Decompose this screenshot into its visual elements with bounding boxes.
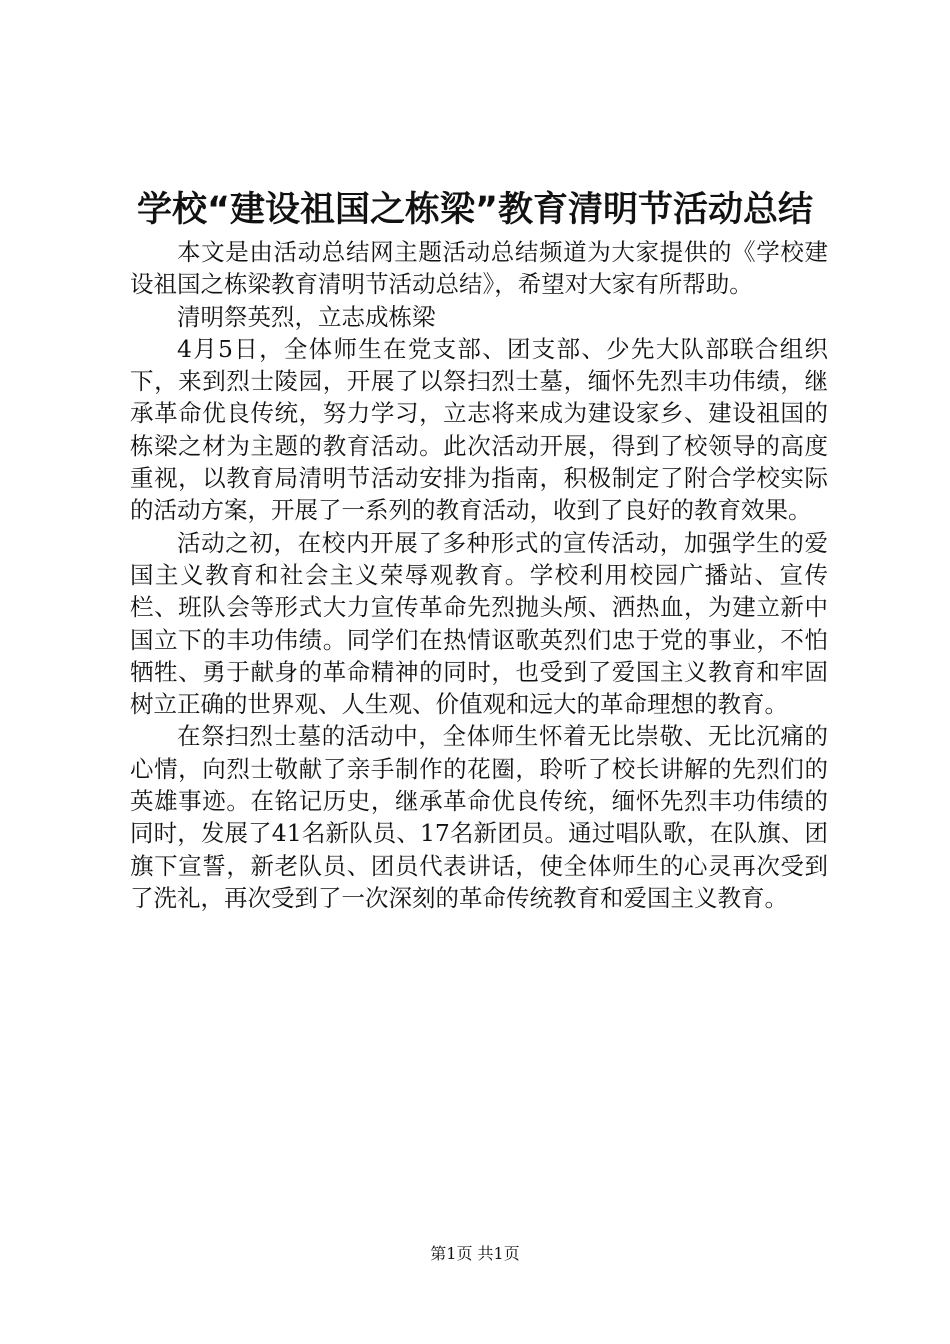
page-footer: 第1页 共1页 [430,1244,520,1263]
document-title: 学校“建设祖国之栋梁”教育清明节活动总结 [136,190,813,230]
paragraph-activity: 4月5日，全体师生在党支部、团支部、少先大队部联合组织下，来到烈士陵园，开展了以祭扫烈士墓，缅怀先烈丰功伟绩，继承革命优良传统，努力学习，立志将来成为建设家乡、建设祖国的栋梁之材为主题的教育活动。此次活动开展，得到了校领导的高度重视，以教育局清明节活动安排为指南，积极制定了附合学校实际的活动方案，开展了一系列的教育活动，收到了良好的教育效果。 [130,334,828,525]
paragraph-propaganda: 活动之初，在校内开展了多种形式的宣传活动，加强学生的爱国主义教育和社会主义荣辱观教育。学校利用校园广播站、宣传栏、班队会等形式大力宣传革命先烈抛头颅、洒热血，为建立新中国立下的丰功伟绩。同学们在热情讴歌英烈们忠于党的事业，不怕牺牲、勇于献身的革命精神的同时，也受到了爱国主义教育和牢固树立正确的世界观、人生观、价值观和远大的革命理想的教育。 [130,528,828,719]
document-body [130,236,828,914]
paragraph-tomb-sweeping: 在祭扫烈士墓的活动中，全体师生怀着无比崇敬、无比沉痛的心情，向烈士敬献了亲手制作的花圈，聆听了校长讲解的先烈们的英雄事迹。在铭记历史，继承革命优良传统，缅怀先烈丰功伟绩的同时，发展了41名新队员、17名新团员。通过唱队歌，在队旗、团旗下宣誓，新老队员、团员代表讲话，使全体师生的心灵再次受到了洗礼，再次受到了一次深刻的革命传统教育和爱国主义教育。 [130,722,828,912]
paragraph-subheading: 清明祭英烈，立志成栋梁 [177,302,436,331]
paragraph-intro: 本文是由活动总结网主题活动总结频道为大家提供的《学校建设祖国之栋梁教育清明节活动总结》，希望对大家有所帮助。 [130,238,828,299]
